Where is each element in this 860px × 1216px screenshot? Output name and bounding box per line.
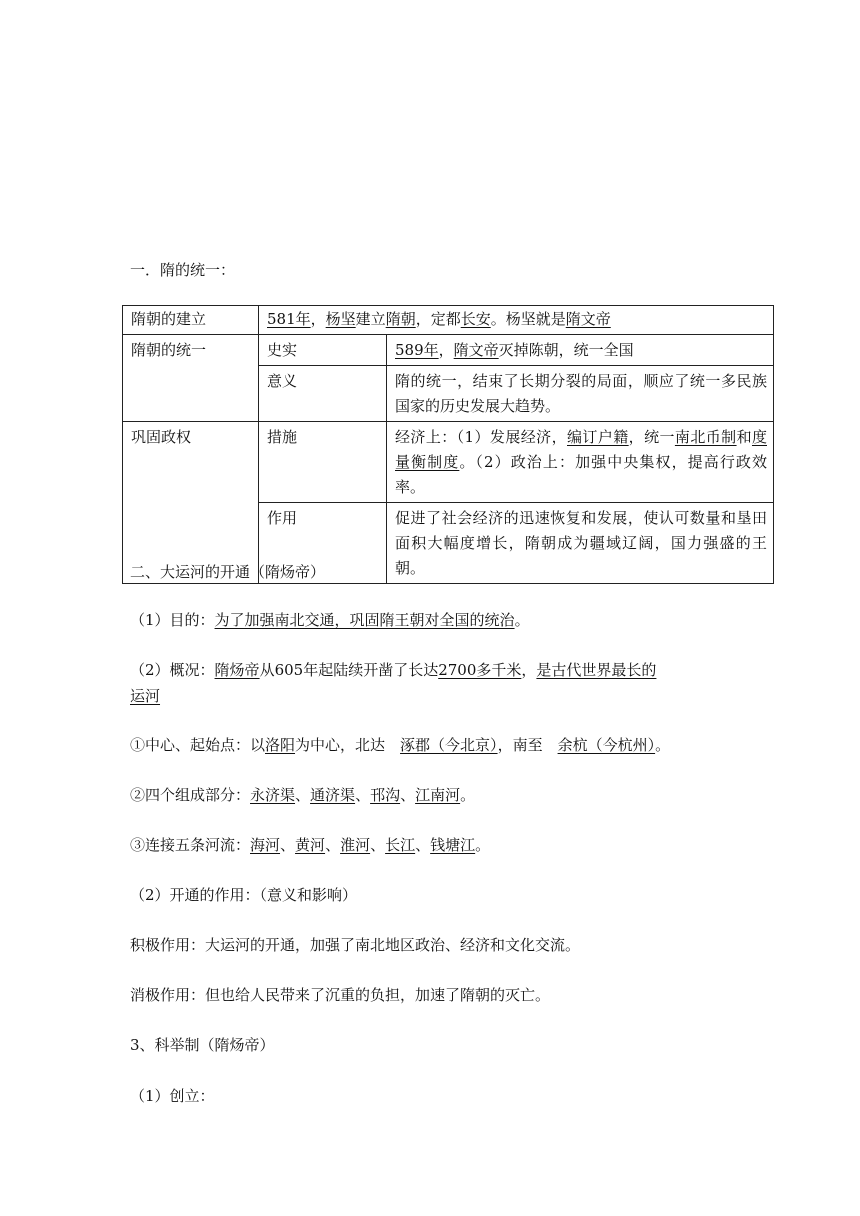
text: 和 xyxy=(736,428,752,446)
text: ， xyxy=(521,661,537,679)
text: ①中心、起始点：以 xyxy=(130,736,266,754)
text: 、 xyxy=(400,786,416,804)
text: 。 xyxy=(514,611,530,629)
cell-founding-label: 隋朝的建立 xyxy=(123,306,259,335)
text: 从605年起陆续开凿了长达 xyxy=(259,661,439,679)
text: 为中心，北达 xyxy=(295,736,401,754)
canal-rivers xyxy=(130,835,490,855)
text: 、 xyxy=(295,786,311,804)
cell-measure-content xyxy=(387,422,774,503)
canal-center xyxy=(130,735,670,755)
cell-fact-label: 史实 xyxy=(259,335,387,366)
cell-meaning-content: 隋的统一，结束了长期分裂的局面，顺应了统一多民族国家的历史发展大趋势。 xyxy=(387,366,774,422)
canal-length: 2700多千米 xyxy=(438,661,522,679)
cell-fact-content xyxy=(387,335,774,366)
hangou: 邗沟 xyxy=(370,786,401,804)
qiantang-river: 钱塘江 xyxy=(430,836,476,854)
cell-consolidate-label: 巩固政权 xyxy=(123,422,259,584)
section2-heading: 二、大运河的开通（隋炀帝） xyxy=(130,563,326,581)
zhuojun: 涿郡（今北京） xyxy=(400,736,498,754)
yongji-canal: 永济渠 xyxy=(250,786,296,804)
yangtze-river: 长江 xyxy=(385,836,416,854)
text: ，南至 xyxy=(497,736,558,754)
longest-canal: 是古代世界最长的 xyxy=(536,661,657,679)
year-581: 581年 xyxy=(267,310,311,328)
hai-river: 海河 xyxy=(250,836,281,854)
tongji-canal: 通济渠 xyxy=(310,786,356,804)
text: （2）概况： xyxy=(130,661,215,679)
canal-purpose xyxy=(130,610,530,630)
canal-parts xyxy=(130,785,475,805)
text: （1）目的： xyxy=(130,611,215,629)
text: ，定都 xyxy=(415,310,461,328)
emperor-yang: 隋炀帝 xyxy=(214,661,260,679)
table-row-unification-fact xyxy=(123,335,774,366)
text: ， xyxy=(438,341,454,359)
purpose-text: 为了加强南北交通，巩固隋王朝对全国的统治 xyxy=(214,611,515,629)
household-registry: 编订户籍 xyxy=(567,428,629,446)
canal-effect-heading: （2）开通的作用：（意义和影响） xyxy=(130,886,358,904)
canal-positive-effect: 积极作用：大运河的开通，加强了南北地区政治、经济和文化交流。 xyxy=(130,936,581,954)
cell-measure-label: 措施 xyxy=(259,422,387,503)
canal-negative-effect: 消极作用：但也给人民带来了沉重的负担，加速了隋朝的灭亡。 xyxy=(130,986,551,1004)
text: 建立 xyxy=(355,310,386,328)
canal-overview xyxy=(130,660,656,680)
text: ， xyxy=(310,310,326,328)
cell-unification-label: 隋朝的统一 xyxy=(123,335,259,422)
cell-founding-content xyxy=(259,306,774,335)
text: 、 xyxy=(325,836,341,854)
luoyang: 洛阳 xyxy=(265,736,296,754)
sui-dynasty: 隋朝 xyxy=(385,310,416,328)
measures-system: 度量衡制度 xyxy=(395,428,767,471)
section1-heading: 一．隋的统一： xyxy=(130,261,236,279)
yuhang: 余杭（今杭州） xyxy=(557,736,656,754)
canal-word: 运河 xyxy=(130,687,161,705)
text: 。杨坚就是 xyxy=(490,310,566,328)
text: 。 xyxy=(475,836,491,854)
changan: 长安 xyxy=(460,310,491,328)
table-row-consolidate-measure xyxy=(123,422,774,503)
canal-overview-cont xyxy=(130,686,160,706)
text: 。 xyxy=(460,786,476,804)
text: ②四个组成部分： xyxy=(130,786,251,804)
yellow-river: 黄河 xyxy=(295,836,326,854)
table-row-founding xyxy=(123,306,774,335)
emperor-wen: 隋文帝 xyxy=(565,310,611,328)
text: ③连接五条河流： xyxy=(130,836,251,854)
cell-meaning-label: 意义 xyxy=(259,366,387,422)
jiangnan-canal: 江南河 xyxy=(415,786,461,804)
text: 、 xyxy=(415,836,431,854)
keju-founding: （1）创立： xyxy=(130,1087,215,1105)
text: 。（2）政治上：加强中央集权，提高行政效率。 xyxy=(395,453,768,496)
cell-effect-content: 促进了社会经济的迅速恢复和发展，使认可数量和垦田面积大幅度增长，隋朝成为疆域辽阔，国力强盛的王朝。 xyxy=(387,503,774,584)
text: 经济上：（1）发展经济， xyxy=(395,428,567,446)
text: 、 xyxy=(280,836,296,854)
sui-unification-table xyxy=(122,305,774,584)
text: ，统一 xyxy=(628,428,675,446)
cell-effect-label: 作用 xyxy=(259,503,387,584)
text: 。 xyxy=(655,736,671,754)
yang-jian: 杨坚 xyxy=(325,310,356,328)
emperor-wen: 隋文帝 xyxy=(453,341,499,359)
currency-unification: 南北币制 xyxy=(674,428,737,446)
section3-heading: 3、科举制（隋炀帝） xyxy=(130,1036,275,1054)
text: 灭掉陈朝，统一全国 xyxy=(498,341,634,359)
text: 、 xyxy=(370,836,386,854)
year-589: 589年 xyxy=(395,341,439,359)
text: 、 xyxy=(355,786,371,804)
huai-river: 淮河 xyxy=(340,836,371,854)
